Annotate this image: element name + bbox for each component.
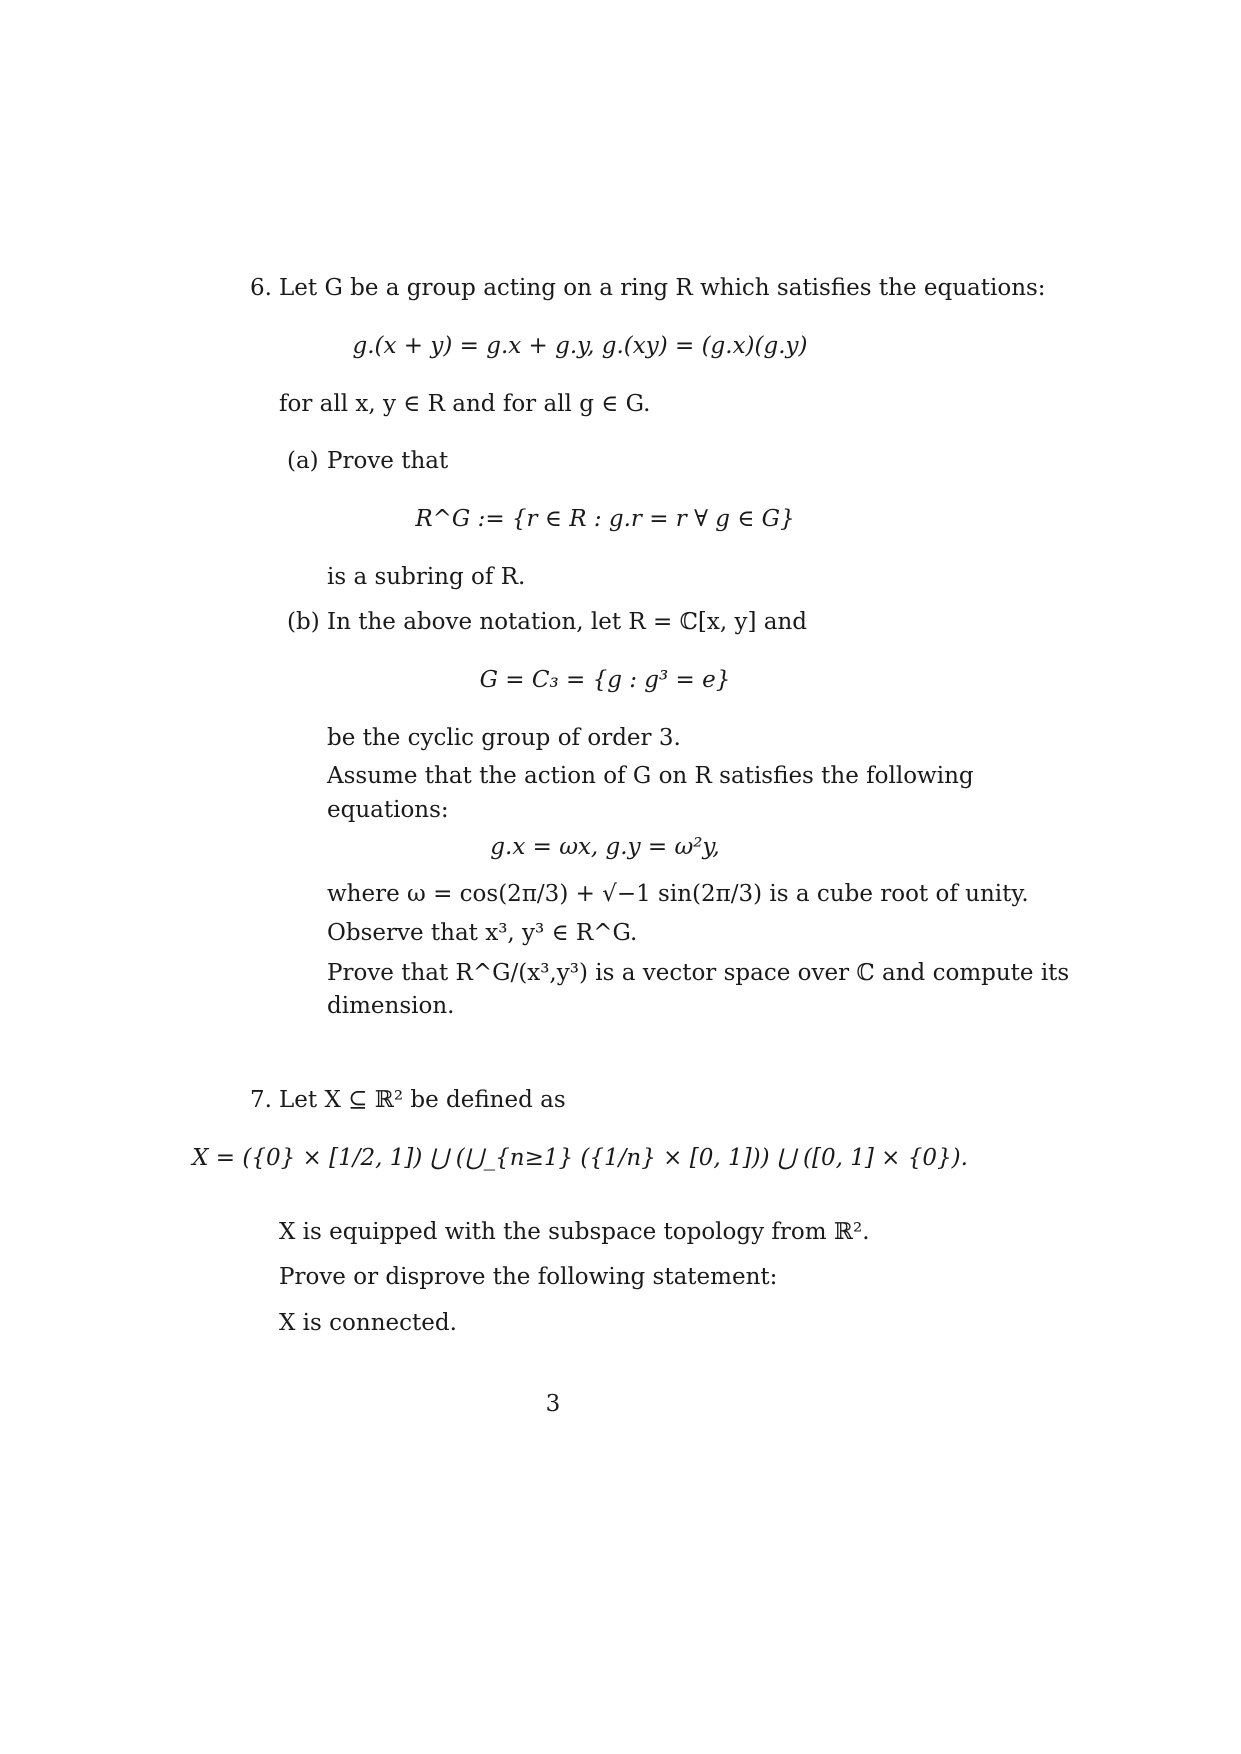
- q6-equation-homomorphism: g.(x + y) = g.x + g.y, g.(xy) = (g.x)(g.y): [352, 333, 808, 359]
- q6b-assume-line1: Assume that the action of G on R satisfies the following: [327, 763, 974, 789]
- q6b-action-equation: g.x = ωx, g.y = ω²y,: [490, 834, 720, 860]
- q6-number: 6.: [250, 275, 272, 301]
- q7-statement: X is connected.: [279, 1310, 457, 1336]
- q6b-text: In the above notation, let R = ℂ[x, y] and: [327, 609, 808, 635]
- q6a-text: Prove that: [327, 448, 449, 474]
- q6b-prove-line1: Prove that R^G/(x³,y³) is a vector space over ℂ and compute its: [327, 960, 1070, 986]
- q6-intro: Let G be a group acting on a ring R which satisfies the equations:: [279, 275, 1046, 301]
- q6b-cyclic-group-equation: G = C₃ = {g : g³ = e}: [479, 667, 731, 693]
- q6-forall: for all x, y ∈ R and for all g ∈ G.: [279, 391, 651, 417]
- q6b-label: (b): [287, 609, 320, 635]
- q6b-assume-line2: equations:: [327, 797, 449, 823]
- q7-topology: X is equipped with the subspace topology from ℝ².: [279, 1219, 870, 1245]
- q7-prove: Prove or disprove the following statement:: [279, 1264, 778, 1290]
- q7-intro: Let X ⊆ ℝ² be defined as: [279, 1087, 566, 1113]
- q6a-label: (a): [287, 448, 319, 474]
- q6a-after: is a subring of R.: [327, 564, 526, 590]
- q6b-prove-line2: dimension.: [327, 993, 455, 1019]
- q6b-cyclic: be the cyclic group of order 3.: [327, 725, 681, 751]
- q7-set-equation: X = ({0} × [1/2, 1]) ⋃ (⋃_{n≥1} ({1/n} × [0, 1])) ⋃ ([0, 1] × {0}).: [192, 1145, 968, 1171]
- q6a-invariant-ring-equation: R^G := {r ∈ R : g.r = r ∀ g ∈ G}: [415, 506, 795, 532]
- page-number: 3: [545, 1391, 561, 1417]
- q6b-where: where ω = cos(2π/3) + √−1 sin(2π/3) is a cube root of unity.: [327, 881, 1029, 907]
- q7-number: 7.: [250, 1087, 272, 1113]
- q6b-observe: Observe that x³, y³ ∈ R^G.: [327, 920, 638, 946]
